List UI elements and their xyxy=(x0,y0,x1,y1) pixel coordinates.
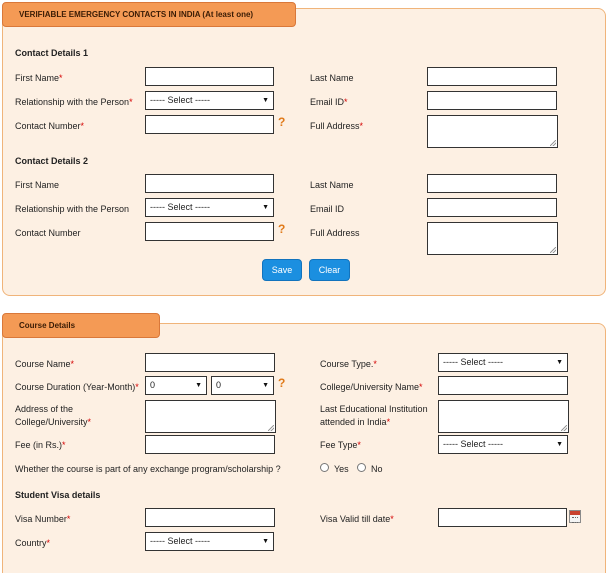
exchange-yes-radio[interactable] xyxy=(320,463,329,472)
first-name-1-input[interactable] xyxy=(145,67,274,86)
fee-label: Fee (in Rs.)* xyxy=(15,440,66,450)
contact-number-2-input[interactable] xyxy=(145,222,274,241)
chevron-down-icon: ▼ xyxy=(556,441,563,448)
last-name-2-label: Last Name xyxy=(310,180,354,190)
full-address-1-label: Full Address* xyxy=(310,121,364,131)
help-question-icon[interactable]: ? xyxy=(278,115,286,129)
contact-number-1-input[interactable] xyxy=(145,115,274,134)
course-name-input[interactable] xyxy=(145,353,275,372)
fee-type-label: Fee Type* xyxy=(320,440,361,450)
chevron-down-icon: ▼ xyxy=(195,382,202,389)
first-name-2-input[interactable] xyxy=(145,174,274,193)
college-address-label: Address of the College/University* xyxy=(15,404,92,427)
course-duration-label: Course Duration (Year-Month)* xyxy=(15,382,139,392)
first-name-2-label: First Name xyxy=(15,180,60,190)
chevron-down-icon: ▼ xyxy=(262,538,269,545)
contact-number-1-label: Contact Number* xyxy=(15,121,85,131)
email-2-label: Email ID xyxy=(310,204,345,214)
relationship-2-select[interactable]: ----- Select ----- ▼ xyxy=(145,198,274,217)
country-label: Country* xyxy=(15,538,51,548)
contact-number-2-label: Contact Number xyxy=(15,228,81,238)
chevron-down-icon: ▼ xyxy=(262,97,269,104)
calendar-icon[interactable] xyxy=(569,510,581,523)
visa-number-label: Visa Number* xyxy=(15,514,71,524)
help-question-icon[interactable]: ? xyxy=(278,222,286,236)
email-1-label: Email ID* xyxy=(310,97,348,107)
exchange-yes-label: Yes xyxy=(334,464,349,474)
full-address-2-label: Full Address xyxy=(310,228,360,238)
email-2-input[interactable] xyxy=(427,198,557,217)
college-address-textarea[interactable] xyxy=(145,400,276,433)
email-1-input[interactable] xyxy=(427,91,557,110)
college-name-label: College/University Name* xyxy=(320,382,423,392)
duration-year-select[interactable]: 0 ▼ xyxy=(145,376,207,395)
exchange-no-label: No xyxy=(371,464,383,474)
course-type-select[interactable]: ----- Select ----- ▼ xyxy=(438,353,568,372)
college-name-input[interactable] xyxy=(438,376,568,395)
duration-month-select[interactable]: 0 ▼ xyxy=(211,376,274,395)
contact-details-1-heading: Contact Details 1 xyxy=(15,48,89,58)
visa-valid-till-label: Visa Valid till date* xyxy=(320,514,394,524)
country-select[interactable]: ----- Select ----- ▼ xyxy=(145,532,274,551)
exchange-no-radio[interactable] xyxy=(357,463,366,472)
course-type-label: Course Type.* xyxy=(320,359,377,369)
last-name-2-input[interactable] xyxy=(427,174,557,193)
contact-details-2-heading: Contact Details 2 xyxy=(15,156,89,166)
course-name-label: Course Name* xyxy=(15,359,75,369)
chevron-down-icon: ▼ xyxy=(262,204,269,211)
last-institution-label: Last Educational Institution attended in India* xyxy=(320,404,428,427)
full-address-2-textarea[interactable] xyxy=(427,222,558,255)
student-visa-heading: Student Visa details xyxy=(15,490,101,500)
visa-number-input[interactable] xyxy=(145,508,275,527)
last-name-1-label: Last Name xyxy=(310,73,354,83)
first-name-1-label: First Name* xyxy=(15,73,63,83)
relationship-1-select[interactable]: ----- Select ----- ▼ xyxy=(145,91,274,110)
chevron-down-icon: ▼ xyxy=(262,382,269,389)
exchange-program-question: Whether the course is part of any exchange program/scholarship ? xyxy=(15,464,281,474)
last-institution-textarea[interactable] xyxy=(438,400,569,433)
clear-button[interactable]: Clear xyxy=(309,259,350,281)
relationship-2-label: Relationship with the Person xyxy=(15,204,130,214)
emergency-contacts-tab: VERIFIABLE EMERGENCY CONTACTS IN INDIA (At least one) xyxy=(2,2,296,27)
course-details-tab: Course Details xyxy=(2,313,160,338)
relationship-1-label: Relationship with the Person* xyxy=(15,97,133,107)
visa-valid-till-input[interactable] xyxy=(438,508,567,527)
last-name-1-input[interactable] xyxy=(427,67,557,86)
fee-input[interactable] xyxy=(145,435,275,454)
fee-type-select[interactable]: ----- Select ----- ▼ xyxy=(438,435,568,454)
chevron-down-icon: ▼ xyxy=(556,359,563,366)
save-button[interactable]: Save xyxy=(262,259,302,281)
full-address-1-textarea[interactable] xyxy=(427,115,558,148)
help-question-icon[interactable]: ? xyxy=(278,376,286,390)
